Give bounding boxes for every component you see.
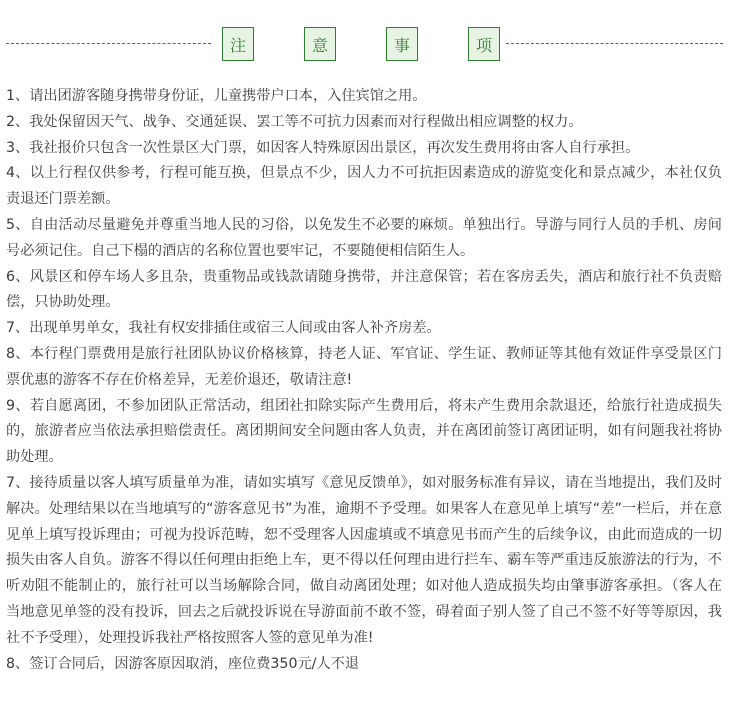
notice-item: 5、自由活动尽量避免并尊重当地人民的习俗，以免发生不必要的麻烦。单独出行。导游与同行人员的手机、房间号必须记住。自己下榻的酒店的名称位置也要牢记，不要随便相信陌生人。 [6, 216, 722, 259]
notice-item: 1、请出团游客随身携带身份证，儿童携带户口本，入住宾馆之用。 [6, 88, 427, 104]
header-char: 事 [393, 35, 410, 55]
header-divider-right [506, 43, 723, 44]
header-char-box [304, 27, 336, 61]
notice-item: 7、出现单男单女，我社有权安排插住或宿三人间或由客人补齐房差。 [6, 320, 441, 337]
header-char-box [468, 27, 500, 61]
header-char: 意 [311, 35, 328, 55]
notice-item: 7、接待质量以客人填写质量单为准，请如实填写《意见反馈单》，如对服务标准有异议，请在当地提出，我们及时解决。处理结果以在当地填写的“游客意见书”为准，逾期不予受理。如果客人在意见单上填写“差”一栏后，并在意见单上填写投诉理由；可视为投诉范畴，恕不受理客人因虚填或不填意见书而产生的后续争议，由此而造成的一切损失由客人自负。游客不得以任何理由拒绝上车，更不得以任何理由进行拦车、霸车等严重违反旅游法的行为，不听劝阻不能制止的，旅行社可以当场解除合同，做自动离团处理；如对他人造成损失均由肇事游客承担。（客人在当地意见单签的没有投诉，回去之后就投诉说在导游面前不敢不签，碍着面子别人签了自己不签不好等等原因，我社不予受理），处理投诉我社严格按照客人签的意见单为准! [6, 474, 722, 646]
notice-item: 9、若自愿离团，不参加团队正常活动，组团社扣除实际产生费用后，将未产生费用余款退还，给旅行社造成损失的，旅游者应当依法承担赔偿责任。离团期间安全问题由客人负责，并在离团前签订离团证明，如有问题我社将协助处理。 [6, 397, 722, 466]
notice-item: 6、风景区和停车场人多且杂，贵重物品或钱款请随身携带，并注意保管；若在客房丢失，酒店和旅行社不负责赔偿，只协助处理。 [6, 268, 722, 311]
notice-item: 8、签订合同后，因游客原因取消，座位费350元/人不退 [6, 655, 360, 672]
header-char-box [386, 27, 418, 61]
header-char: 注 [229, 35, 246, 55]
header-char-box [222, 27, 254, 61]
notice-item: 8、本行程门票费用是旅行社团队协议价格核算，持老人证、军官证、学生证、教师证等其他有效证件享受景区门票优惠的游客不存在价格差异，无差价退还，敬请注意! [6, 345, 722, 388]
notice-item: 4、以上行程仅供参考，行程可能互换，但景点不少，因人力不可抗拒因素造成的游览变化和景点减少，本社仅负责退还门票差额。 [6, 165, 722, 208]
notice-list [6, 84, 722, 677]
header-divider-left [6, 43, 211, 44]
notice-item: 3、我社报价只包含一次性景区大门票，如因客人特殊原因出景区，再次发生费用将由客人自行承担。 [6, 139, 640, 156]
header-char: 项 [475, 35, 492, 55]
notice-item: 2、我处保留因天气、战争、交通延误、罢工等不可抗力因素而对行程做出相应调整的权力。 [6, 113, 583, 130]
notice-header [0, 0, 729, 80]
